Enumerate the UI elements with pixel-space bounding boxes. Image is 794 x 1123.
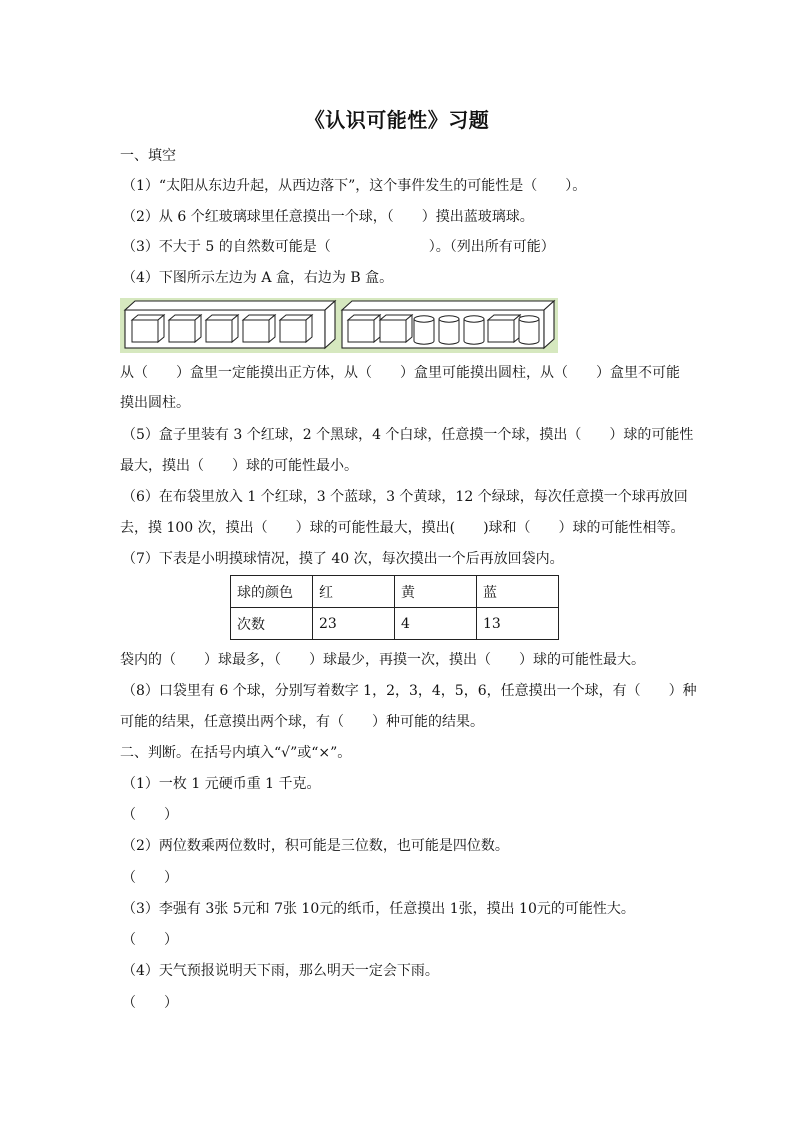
cube-icon bbox=[348, 315, 380, 342]
question-1-7-after: 袋内的（ ）球最多，（ ）球最少，再摸一次，摸出（ ）球的可能性最大。 bbox=[120, 652, 645, 668]
cube-icon bbox=[206, 315, 238, 342]
table-cell: 球的颜色 bbox=[231, 576, 313, 608]
question-1-2: （2）从 6 个红玻璃球里任意摸出一个球，（ ）摸出蓝玻璃球。 bbox=[122, 209, 534, 225]
question-1-3: （3）不大于 5 的自然数可能是（ ）。（列出所有可能） bbox=[122, 239, 555, 255]
cylinder-icon bbox=[414, 316, 434, 344]
judge-4: （4）天气预报说明天下雨，那么明天一定会下雨。 bbox=[122, 963, 439, 979]
table-cell: 23 bbox=[313, 608, 395, 640]
judge-3-answer: （ ） bbox=[122, 932, 178, 948]
judge-4-answer: （ ） bbox=[122, 995, 178, 1011]
judge-2: （2）两位数乘两位数时，积可能是三位数，也可能是四位数。 bbox=[122, 838, 509, 854]
table-cell: 次数 bbox=[231, 608, 313, 640]
section2-heading: 二、判断。在括号内填入“√”或“×”。 bbox=[120, 745, 352, 761]
box-b-items bbox=[348, 315, 539, 344]
cylinder-icon bbox=[519, 316, 539, 344]
judge-3: （3）李强有 3张 5元和 7张 10元的纸币，任意摸出 1张，摸出 10元的可能性大。 bbox=[122, 901, 635, 917]
cylinder-icon bbox=[464, 316, 484, 344]
question-1-4-line1: 从（ ）盒里一定能摸出正方体，从（ ）盒里可能摸出圆柱，从（ ）盒里不可能 bbox=[120, 365, 680, 381]
cube-icon bbox=[243, 315, 275, 342]
judge-1-answer: （ ） bbox=[122, 807, 178, 823]
table-header-row bbox=[231, 576, 559, 608]
question-1-1: （1）“太阳从东边升起，从西边落下”，这个事件发生的可能性是（ ）。 bbox=[122, 178, 587, 194]
page-title: 《认识可能性》习题 bbox=[304, 108, 490, 132]
question-1-7: （7）下表是小明摸球情况，摸了 40 次，每次摸出一个后再放回袋内。 bbox=[122, 551, 564, 567]
question-1-6-line1: （6）在布袋里放入 1 个红球，3 个蓝球，3 个黄球，12 个绿球，每次任意摸一个球再放回 bbox=[122, 489, 688, 505]
question-1-8-line1: （8）口袋里有 6 个球，分别写着数字 1，2，3，4，5，6，任意摸出一个球，有（ ）种 bbox=[122, 683, 697, 699]
table-row bbox=[231, 608, 559, 640]
cube-icon bbox=[380, 315, 412, 342]
table-cell: 黄 bbox=[395, 576, 477, 608]
cylinder-icon bbox=[439, 316, 459, 344]
table-cell: 4 bbox=[395, 608, 477, 640]
question-1-5-line1: （5）盒子里装有 3 个红球，2 个黑球，4 个白球，任意摸一个球，摸出（ ）球的可能性 bbox=[122, 427, 694, 443]
question-1-4: （4）下图所示左边为 A 盒，右边为 B 盒。 bbox=[122, 270, 394, 286]
question-1-4-line2: 摸出圆柱。 bbox=[120, 395, 190, 411]
cube-icon bbox=[280, 315, 312, 342]
ball-count-table bbox=[230, 575, 559, 640]
question-1-6-line2: 去，摸 100 次，摸出（ ）球的可能性最大，摸出( )球和（ ）球的可能性相等。 bbox=[120, 520, 685, 536]
cube-icon bbox=[132, 315, 164, 342]
question-1-8-line2: 可能的结果，任意摸出两个球，有（ ）种可能的结果。 bbox=[120, 714, 484, 730]
cube-icon bbox=[488, 315, 520, 342]
box-a-cubes bbox=[132, 315, 312, 342]
table-cell: 红 bbox=[313, 576, 395, 608]
boxes-figure bbox=[120, 298, 560, 354]
table-cell: 蓝 bbox=[477, 576, 559, 608]
judge-1: （1）一枚 1 元硬币重 1 千克。 bbox=[122, 776, 321, 792]
table-cell: 13 bbox=[477, 608, 559, 640]
question-1-5-line2: 最大，摸出（ ）球的可能性最小。 bbox=[120, 458, 358, 474]
cube-icon bbox=[169, 315, 201, 342]
section1-heading: 一、填空 bbox=[120, 148, 176, 164]
judge-2-answer: （ ） bbox=[122, 870, 178, 886]
